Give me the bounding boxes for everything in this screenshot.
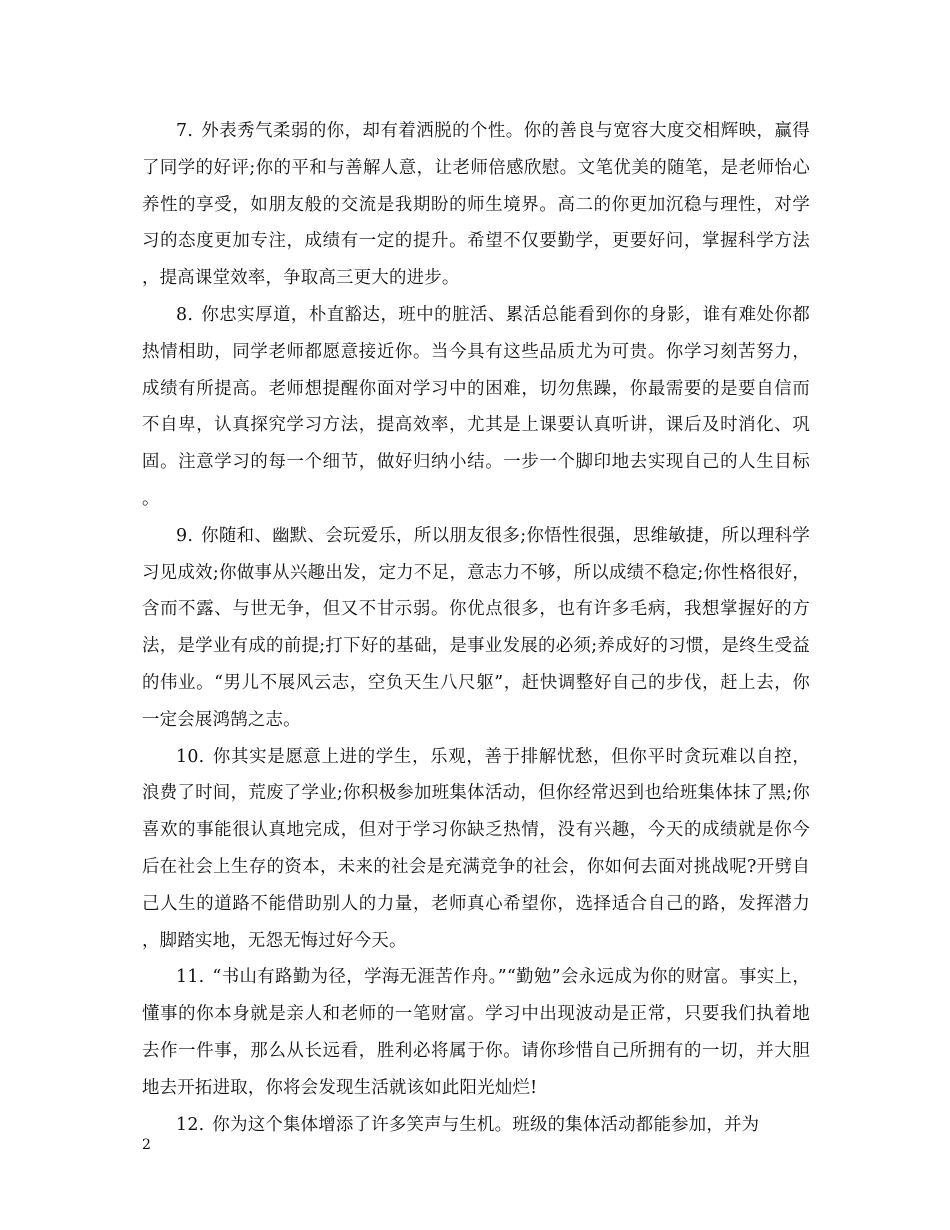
paragraph-number: 9.: [176, 525, 194, 546]
paragraph-text: 你其实是愿意上进的学生，乐观，善于排解忧愁，但你平时贪玩难以自控，浪费了时间，荒废了学业;你积极参加班集体活动，但你经常迟到也给班集体抹了黑;你喜欢的事能很认真地完成，但对于学习你缺乏热情，没有兴趣，今天的成绩就是你今后在社会上生存的资本，未来的社会是充满竞争的社会，你如何去面对挑战呢?开劈自己人生的道路不能借助别人的力量，老师真心希望你，选择适合自己的路，发挥潜力，脚踏实地，无怨无悔过好今天。: [142, 746, 810, 951]
paragraph-number: 8.: [176, 304, 194, 325]
paragraph-number: 10.: [176, 746, 205, 767]
paragraph-8: [142, 297, 810, 518]
paragraph-text: 你忠实厚道，朴直豁达，班中的脏活、累活总能看到你的身影，谁有难处你都热情相助，同学老师都愿意接近你。当今具有这些品质尤为可贵。你学习刻苦努力，成绩有所提高。老师想提醒你面对学习中的困难，切勿焦躁，你最需要的是要自信而不自卑，认真探究学习方法，提高效率，尤其是上课要认真听讲，课后及时消化、巩固。注意学习的每一个细节，做好归纳小结。一步一个脚印地去实现自己的人生目标。: [142, 304, 810, 509]
paragraph-text: 外表秀气柔弱的你，却有着洒脱的个性。你的善良与宽容大度交相辉映，赢得了同学的好评;你的平和与善解人意，让老师倍感欣慰。文笔优美的随笔，是老师怡心养性的享受，如朋友般的交流是我期盼的师生境界。高二的你更加沉稳与理性，对学习的态度更加专注，成绩有一定的提升。希望不仅要勤学，更要好问，掌握科学方法，提高课堂效率，争取高三更大的进步。: [142, 121, 810, 289]
paragraph-7: [142, 113, 810, 297]
paragraph-text: 你随和、幽默、会玩爱乐，所以朋友很多;你悟性很强，思维敏捷，所以理科学习见成效;你做事从兴趣出发，定力不足，意志力不够，所以成绩不稳定;你性格很好，含而不露、与世无争，但又不甘示弱。你优点很多，也有许多毛病，我想掌握好的方法，是学业有成的前提;打下好的基础，是事业发展的必须;养成好的习惯，是终生受益的伟业。“男儿不展风云志，空负天生八尺躯”，赶快调整好自己的步伐，赶上去，你一定会展鸿鹄之志。: [142, 525, 810, 730]
document-body: [142, 113, 810, 1143]
paragraph-text: 你为这个集体增添了许多笑声与生机。班级的集体活动都能参加，并为: [212, 1114, 760, 1135]
paragraph-number: 11.: [176, 967, 205, 988]
paragraph-11: [142, 959, 810, 1106]
paragraph-number: 12.: [176, 1114, 205, 1135]
paragraph-12: [142, 1107, 810, 1144]
paragraph-10: [142, 739, 810, 960]
paragraph-9: [142, 518, 810, 739]
paragraph-number: 7.: [176, 121, 194, 141]
paragraph-text: “书山有路勤为径，学海无涯苦作舟。”“勤勉”会永远成为你的财富。事实上，懂事的你本身就是亲人和老师的一笔财富。学习中出现波动是正常，只要我们执着地去作一件事，那么从长远看，胜利必将属于你。请你珍惜自己所拥有的一切，并大胆地去开拓进取，你将会发现生活就该如此阳光灿烂!: [142, 967, 810, 1098]
page-number: 2: [142, 1137, 151, 1153]
